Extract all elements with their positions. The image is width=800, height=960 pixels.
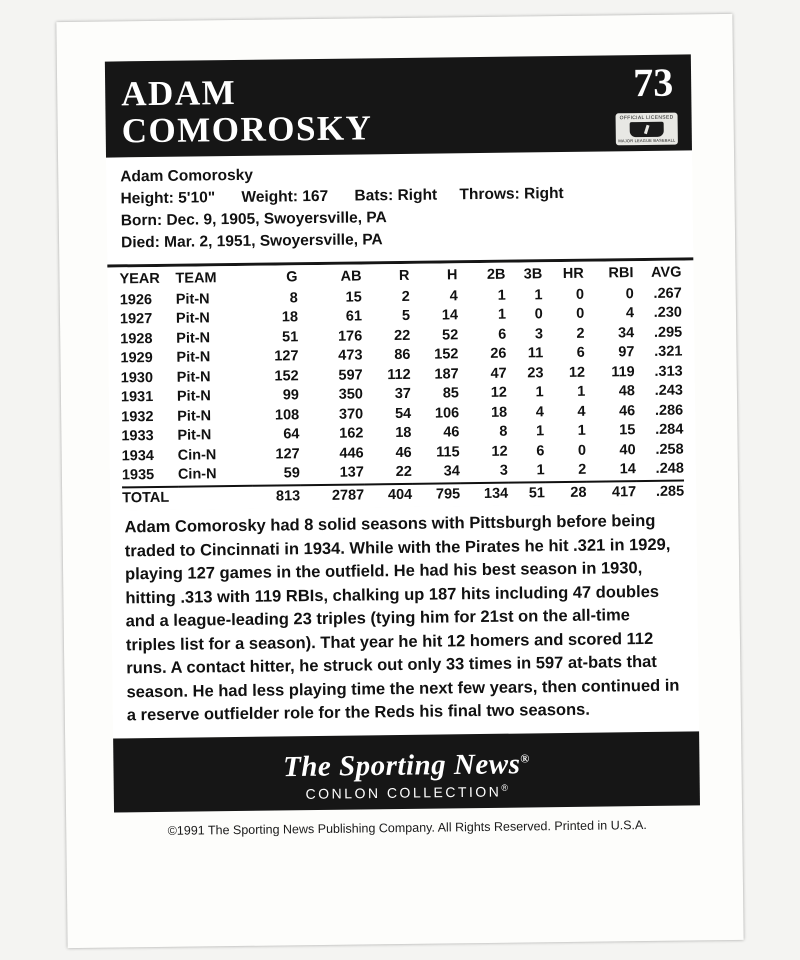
cell-hr: 1 (577, 422, 586, 439)
col-header-r: R (398, 267, 410, 284)
cell-2b: 26 (490, 345, 507, 362)
cell-2b: 1 (497, 287, 506, 304)
cell-total-3b: 51 (508, 482, 545, 504)
cell-2b: 6 (498, 326, 507, 343)
cell-total-h: 795 (412, 483, 460, 505)
mlb-logo-top-text: OFFICIAL LICENSED (619, 114, 674, 122)
cell-year: 1933 (121, 428, 154, 445)
cell-year: 1932 (121, 408, 154, 425)
cell-r: 22 (395, 463, 412, 481)
cell-avg: .267 (653, 285, 682, 302)
cell-year: 1928 (120, 330, 153, 347)
cell-team: Pit-N (176, 388, 211, 405)
cell-rbi: 15 (619, 422, 636, 439)
weight-value: 167 (302, 187, 329, 206)
cell-total-r: 404 (364, 483, 412, 505)
cell-hr: 0 (575, 286, 585, 303)
sporting-news-brand (113, 741, 699, 785)
cell-h: 14 (441, 307, 459, 324)
cell-avg: .284 (655, 421, 684, 438)
cell-3b: 6 (536, 442, 545, 459)
cell-year: 1930 (120, 369, 154, 386)
cell-2b: 8 (499, 423, 508, 440)
col-header-3b: 3B (523, 266, 543, 283)
cell-2b: 1 (497, 306, 507, 323)
born-label: Born: (120, 211, 163, 230)
cell-2b: 3 (499, 462, 508, 479)
cell-hr: 12 (568, 364, 586, 381)
cell-avg: .230 (653, 304, 683, 321)
cell-h: 34 (443, 463, 460, 480)
col-header-avg: AVG (651, 264, 682, 281)
cell-avg: .313 (654, 363, 683, 380)
cell-rbi: 14 (619, 461, 636, 478)
cell-g: 127 (275, 445, 300, 463)
cell-team: Pit-N (176, 329, 211, 347)
cell-avg: .295 (653, 324, 683, 341)
player-name (121, 69, 676, 150)
cell-3b: 1 (536, 423, 545, 440)
col-header-team: TEAM (175, 270, 217, 287)
cell-g: 152 (274, 367, 299, 385)
cell-h: 106 (434, 404, 460, 422)
cell-2b: 47 (490, 365, 507, 382)
cell-r: 112 (387, 366, 411, 383)
cell-total-ab: 2787 (300, 484, 364, 506)
cell-ab: 176 (337, 327, 363, 345)
copyright-line: ©1991 The Sporting News Publishing Company. All Rights Reserved. Printed in U.S.A. (167, 817, 647, 838)
cell-h: 152 (434, 346, 459, 363)
cell-h: 4 (449, 287, 458, 304)
cell-team: Pit-N (175, 290, 210, 308)
throws-label: Throws: (459, 185, 520, 204)
cell-year: 1935 (121, 467, 155, 484)
cell-r: 37 (394, 385, 412, 403)
bio-block (106, 150, 693, 267)
cell-r: 46 (395, 444, 412, 461)
cell-total-g: 813 (252, 485, 300, 507)
cell-hr: 1 (577, 383, 586, 400)
cell-rbi: 4 (625, 305, 635, 322)
cell-avg: .243 (654, 382, 684, 399)
bio-name: Adam Comorosky (120, 166, 254, 186)
bats-label: Bats: (354, 187, 394, 205)
cell-3b: 3 (534, 325, 544, 342)
cell-2b: 12 (491, 443, 508, 460)
cell-team: Pit-N (175, 310, 210, 327)
weight-label: Weight: (241, 188, 299, 206)
cell-3b: 4 (535, 403, 545, 420)
card-header (105, 54, 692, 157)
cell-h: 46 (443, 424, 460, 441)
registered-mark-brand: ® (520, 750, 530, 766)
height-value: 5'10" (178, 189, 216, 207)
cell-hr: 4 (577, 403, 586, 420)
cell-team: Pit-N (176, 368, 211, 386)
player-name-line2: COMOROSKY (121, 108, 373, 151)
cell-h: 52 (441, 326, 459, 343)
cell-r: 86 (394, 346, 411, 364)
cell-total-label: TOTAL (122, 486, 178, 508)
cell-ab: 370 (338, 405, 364, 423)
cell-3b: 23 (527, 364, 544, 381)
cell-rbi: 46 (618, 402, 636, 419)
col-header-h: H (446, 267, 458, 284)
cell-g: 99 (282, 387, 300, 404)
cell-g: 59 (283, 465, 300, 482)
cell-team: Cin-N (177, 466, 217, 483)
cell-g: 127 (274, 348, 299, 365)
cell-r: 2 (401, 288, 410, 305)
career-stats-table (107, 260, 696, 510)
cell-ab: 15 (345, 288, 362, 306)
cell-total-hr: 28 (545, 481, 587, 503)
card-number: 73 (632, 59, 674, 106)
cell-3b: 0 (534, 306, 543, 323)
cell-hr: 6 (576, 344, 585, 361)
cell-h: 85 (442, 385, 460, 402)
cell-r: 18 (395, 424, 412, 442)
cell-rbi: 97 (618, 344, 635, 361)
cell-team: Pit-N (177, 407, 212, 425)
cell-rbi: 119 (611, 363, 635, 380)
cell-team: Pit-N (176, 349, 211, 366)
registered-mark-collection: ® (501, 782, 509, 793)
cell-ab: 597 (338, 366, 363, 384)
cell-ab: 61 (345, 308, 363, 325)
cell-team: Pit-N (177, 427, 212, 444)
cell-team: Cin-N (177, 446, 217, 464)
cell-h: 115 (436, 443, 460, 461)
cell-rbi: 0 (625, 285, 634, 302)
cell-avg: .321 (654, 343, 683, 360)
cell-g: 18 (281, 309, 299, 326)
col-header-2b: 2B (486, 266, 506, 283)
cell-ab: 350 (338, 386, 364, 403)
cell-rbi: 40 (619, 441, 636, 458)
cell-total-team (178, 485, 252, 507)
mlb-logo-bottom-text: MAJOR LEAGUE BASEBALL (618, 137, 676, 144)
cell-avg: .286 (654, 402, 684, 419)
cell-2b: 18 (490, 404, 508, 421)
cell-ab: 162 (339, 425, 364, 442)
card-content (105, 54, 701, 909)
sporting-news-footer (113, 731, 700, 812)
player-biography-text: Adam Comorosky had 8 solid seasons with Pittsburgh before being traded to Cincinnati in 1934. While with the Pirates he hit .321 in 1929, playing 127 games in the outfield. He had his best season in 1930, hitting .313 with 119 RBIs, chalking up 187 hits including 47 doubles and a league-leading 23 triples (tying him for 21st on the all-time triples list for a season). That year he hit 12 homers and scored 112 runs. A contact hitter, he struck out only 33 times in 597 at-bats that season. He had less playing time the next few years, then continued in a reserve outfielder role for the Reds his final two seasons. (110, 503, 699, 738)
cell-g: 64 (283, 426, 300, 443)
cell-g: 8 (289, 289, 298, 306)
born-value: Dec. 9, 1905, Swoyersville, PA (166, 209, 387, 229)
cell-3b: 11 (527, 345, 544, 362)
cell-r: 5 (401, 307, 411, 324)
died-value: Mar. 2, 1951, Swoyersville, PA (164, 231, 383, 251)
baseball-card-back (56, 14, 743, 948)
col-header-year: YEAR (119, 270, 160, 288)
player-name-line1: ADAM (121, 72, 237, 114)
cell-total-2b: 134 (460, 482, 508, 504)
cell-r: 54 (394, 405, 412, 422)
cell-ab: 137 (339, 464, 364, 481)
throws-value: Right (523, 184, 564, 203)
sporting-news-brand-text: The Sporting News (282, 747, 521, 783)
cell-year: 1926 (119, 291, 153, 308)
cell-h: 187 (434, 365, 459, 383)
cell-3b: 1 (536, 462, 545, 479)
cell-3b: 1 (535, 384, 544, 401)
cell-hr: 0 (576, 305, 585, 322)
col-header-rbi: RBI (608, 265, 634, 282)
cell-rbi: 48 (618, 383, 636, 400)
cell-3b: 1 (534, 286, 543, 303)
conlon-collection-text: CONLON COLLECTION (305, 783, 502, 802)
mlb-logo-icon (616, 113, 678, 146)
height-label: Height: (120, 189, 175, 208)
cell-g: 51 (281, 328, 299, 345)
died-label: Died: (120, 233, 160, 252)
cell-avg: .258 (655, 441, 684, 458)
cell-rbi: 34 (617, 324, 635, 341)
mlb-batter-mark-icon (630, 122, 664, 137)
cell-year: 1927 (119, 311, 153, 328)
col-header-g: G (286, 269, 298, 286)
col-header-hr: HR (562, 265, 584, 282)
cell-r: 22 (393, 327, 411, 344)
cell-year: 1929 (120, 350, 153, 367)
bats-value: Right (397, 186, 438, 205)
cell-year: 1931 (120, 389, 154, 406)
cell-total-rbi: 417 (586, 481, 636, 503)
cell-2b: 12 (490, 384, 508, 401)
cell-hr: 2 (576, 325, 585, 342)
cell-year: 1934 (121, 447, 155, 464)
cell-total-avg: .285 (636, 480, 684, 502)
conlon-collection-line (114, 781, 700, 805)
cell-ab: 473 (338, 347, 363, 364)
cell-avg: .248 (655, 460, 684, 477)
cell-hr: 0 (577, 442, 587, 459)
cell-g: 108 (274, 406, 300, 424)
cell-hr: 2 (578, 461, 587, 478)
col-header-ab: AB (340, 268, 362, 285)
cell-ab: 446 (339, 444, 364, 462)
